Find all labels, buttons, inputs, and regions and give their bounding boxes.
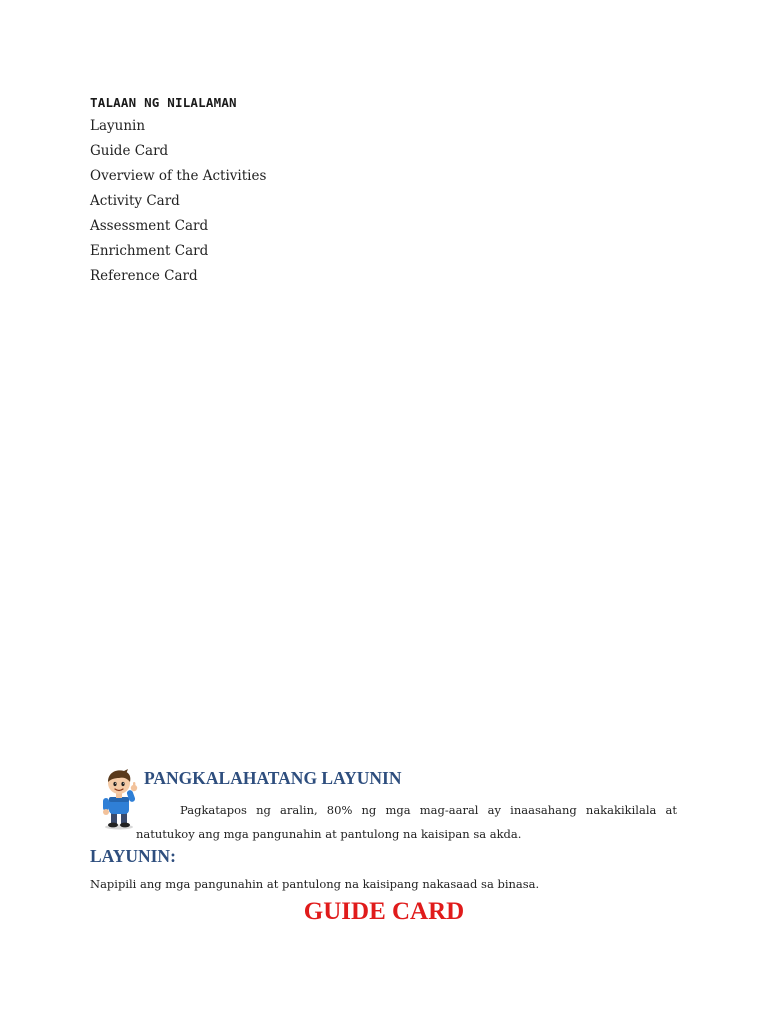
toc-item-enrichment-card: Enrichment Card: [90, 243, 209, 259]
guide-card-title: GUIDE CARD: [303, 898, 465, 925]
table-of-contents: [90, 92, 490, 289]
general-objective-text: Pagkatapos ng aralin, 80% ng mga mag-aaral ay inaasahang nakakikilala at natutukoy ang mga pangunahin at pantulong na kaisipan sa akda.: [136, 803, 677, 841]
toc-item-reference-card: Reference Card: [90, 268, 198, 284]
toc-item-guide-card: Guide Card: [90, 143, 169, 159]
toc-list: [90, 114, 490, 289]
objective-text: Napipili ang mga pangunahin at pantulong na kaisipang nakasaad sa binasa.: [90, 877, 540, 891]
toc-item-activity-card: Activity Card: [90, 193, 180, 209]
toc-item-overview: Overview of the Activities: [90, 168, 267, 184]
toc-item-layunin: Layunin: [90, 118, 146, 134]
objective-title: LAYUNIN:: [90, 846, 176, 866]
toc-heading: TALAAN NG NILALAMAN: [90, 95, 237, 110]
toc-item-assessment-card: Assessment Card: [90, 218, 209, 234]
general-objective-title: PANGKALAHATANG LAYUNIN: [144, 768, 402, 788]
